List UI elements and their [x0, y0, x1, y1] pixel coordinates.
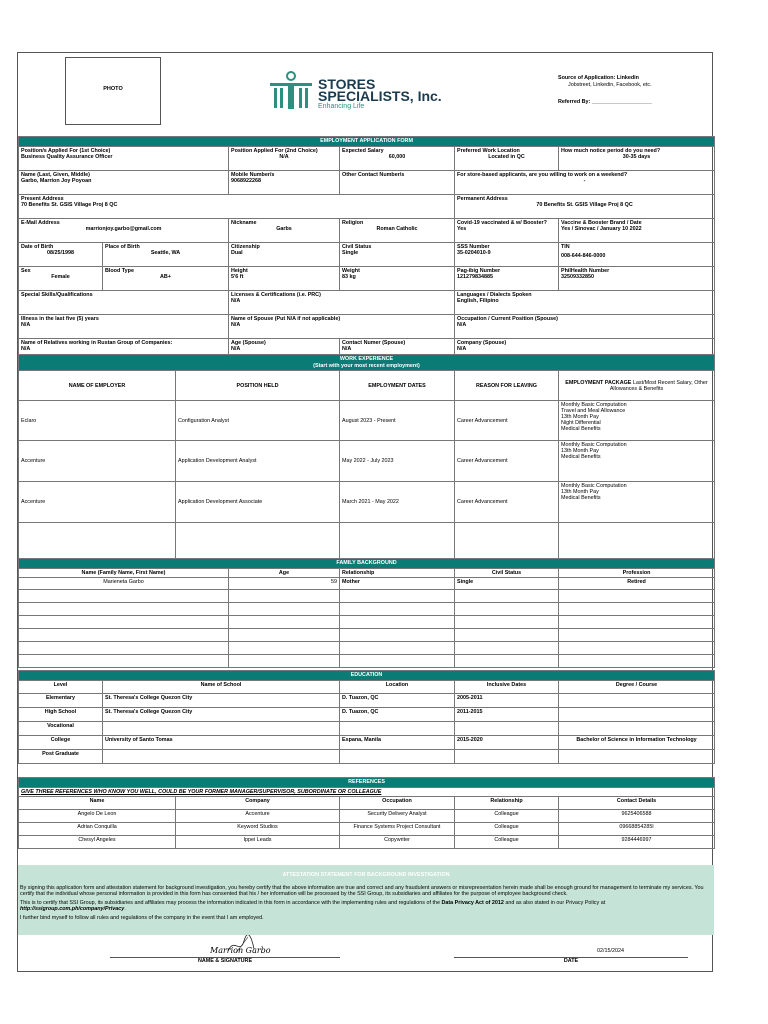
family-header-civil: Civil Status — [455, 568, 559, 577]
family-empty[interactable] — [229, 641, 340, 654]
family-empty[interactable] — [455, 602, 559, 615]
ref-name[interactable]: Chesyl Angeles — [19, 835, 176, 848]
family-empty[interactable] — [559, 589, 715, 602]
family-empty[interactable] — [19, 589, 229, 602]
reason[interactable]: Career Advancement — [455, 401, 559, 441]
education-row — [19, 749, 715, 763]
ref-contact[interactable]: 9625406588 — [559, 809, 715, 822]
edu-level: College — [19, 735, 103, 749]
family-header-profession: Profession — [559, 568, 715, 577]
dob-cell[interactable]: Date of Birth 08/25/1998 — [19, 242, 103, 266]
edu-location[interactable]: Espana, Manila — [340, 735, 455, 749]
family-empty[interactable] — [455, 641, 559, 654]
work-title: WORK EXPERIENCE (Start with your most recent employment) — [19, 355, 715, 371]
header-employer: NAME OF EMPLOYER — [19, 371, 176, 401]
name-cell[interactable]: Name (Last, Given, Middle) Garbo, Marrion Joy Poyoan — [19, 170, 229, 194]
relatives-cell[interactable]: Name of Relatives working in Rustan Group of Companies: N/A — [19, 338, 229, 362]
ref-header-contact: Contact Details — [559, 796, 715, 809]
attestation-box — [18, 865, 714, 935]
family-relationship[interactable]: Mother — [340, 577, 455, 589]
reason[interactable]: Career Advancement — [455, 441, 559, 482]
edu-location[interactable] — [340, 721, 455, 735]
vaccinated-cell[interactable]: Covid-19 vaccinated & w/ Booster? Yes — [455, 218, 559, 242]
position-1-cell[interactable]: Position/s Applied For (1st Choice) Business Quality Assurance Officer — [19, 146, 229, 170]
skills-cell[interactable]: Special Skills/Qualifications — [19, 290, 229, 314]
ref-relationship[interactable]: Colleague — [455, 809, 559, 822]
family-empty[interactable] — [340, 615, 455, 628]
family-empty[interactable] — [559, 615, 715, 628]
edu-school[interactable] — [103, 721, 340, 735]
package[interactable]: Monthly Basic Computation 13th Month Pay Medical Benefits — [559, 482, 715, 523]
family-name[interactable]: Marieneta Garbo — [19, 577, 229, 589]
edu-dates[interactable]: 2011-2015 — [455, 707, 559, 721]
family-empty[interactable] — [19, 615, 229, 628]
family-header-relationship: Relationship — [340, 568, 455, 577]
spouse-company-cell[interactable]: Company (Spouse) N/A — [455, 338, 715, 362]
citizenship-cell[interactable]: Citizenship Dual — [229, 242, 340, 266]
attestation-para-2: This is to certify that SSI Group, its subsidiaries and affiliates may process the information indicated in this form in accordance with the implementing rules and regulations of the Data Privacy Act of 2012 and as also stated in our Privacy Policy at http://ssigroup.com.ph/company/Privacy. — [20, 900, 606, 912]
family-empty[interactable] — [229, 654, 340, 667]
personal-info-table — [18, 136, 715, 363]
edu-school[interactable]: University of Santo Tomas — [103, 735, 340, 749]
pob-cell[interactable]: Place of Birth Seattle, WA — [103, 242, 229, 266]
height-cell[interactable]: Height 5'6 ft — [229, 266, 340, 290]
notice-cell[interactable]: How much notice period do you need? 30-35 days — [559, 146, 715, 170]
signature-name: Marrion Garbo — [210, 946, 271, 955]
reference-row — [19, 809, 715, 822]
ref-company[interactable]: Ippei Leads — [176, 835, 340, 848]
family-empty[interactable] — [340, 602, 455, 615]
family-empty[interactable] — [559, 654, 715, 667]
referred-by: Referred By: ____________________ — [558, 99, 652, 105]
civil-status-cell[interactable]: Civil Status Single — [340, 242, 455, 266]
nickname-cell[interactable]: Nickname Garbs — [229, 218, 340, 242]
edu-level: Vocational — [19, 721, 103, 735]
spouse-cell[interactable]: Name of Spouse (Put N/A if not applicable) N/A — [229, 314, 455, 338]
weight-cell[interactable]: Weight 83 kg — [340, 266, 455, 290]
religion-cell[interactable]: Religion Roman Catholic — [340, 218, 455, 242]
edu-header-level: Level — [19, 680, 103, 693]
present-address-cell[interactable]: Present Address 70 Benefits St. GSIS Village Proj 8 QC — [19, 194, 455, 218]
header-reason: REASON FOR LEAVING — [455, 371, 559, 401]
reference-row — [19, 822, 715, 835]
application-form — [17, 52, 713, 972]
education-row — [19, 735, 715, 749]
signature — [200, 935, 320, 957]
edu-degree[interactable] — [559, 721, 715, 735]
family-empty[interactable] — [455, 628, 559, 641]
pagibig-cell[interactable]: Pag-ibig Number 121279834885 — [455, 266, 559, 290]
blood-type-cell[interactable]: Blood Type AB+ — [103, 266, 229, 290]
family-empty[interactable] — [340, 654, 455, 667]
family-header-age: Age — [229, 568, 340, 577]
edu-school[interactable]: St. Theresa's College Quezon City — [103, 707, 340, 721]
position[interactable]: Configuration Analyst — [176, 401, 340, 441]
work-experience-table — [18, 354, 715, 564]
attestation-para-3: I further bind myself to follow all rules and regulations of the company in the event that I am employed. — [20, 915, 264, 921]
form-title: EMPLOYMENT APPLICATION FORM — [19, 137, 715, 147]
attestation-para-1: By signing this application form and attestation statement for background investigation, you hereby certify that the above information are true and correct and any fraudulent answers or misrepresentation herein made shall be enough ground for management to terminate my services. You certify that the individual whose personal information is provided in this form has consented that his / her information will be processed by the SSI Group, its subsidiaries and affiliates for the purpose of employee background check. — [20, 885, 704, 897]
family-empty[interactable] — [229, 589, 340, 602]
family-empty[interactable] — [455, 589, 559, 602]
application-source — [558, 75, 652, 106]
header-dates: EMPLOYMENT DATES — [340, 371, 455, 401]
photo-box: PHOTO — [65, 57, 161, 125]
references-instruction: GIVE THREE REFERENCES WHO KNOW YOU WELL, COULD BE YOUR FORMER MANAGER/SUPERVISOR, SUBORDINATE OR COLLEAGUE — [19, 787, 715, 796]
package[interactable]: Monthly Basic Computation 13th Month Pay Medical Benefits — [559, 441, 715, 482]
ref-company[interactable]: Accenture — [176, 809, 340, 822]
edu-level: High School — [19, 707, 103, 721]
date-label: DATE — [563, 958, 579, 964]
education-row — [19, 721, 715, 735]
stores-specialists-logo — [268, 71, 314, 111]
ref-header-occupation: Occupation — [340, 796, 455, 809]
employer[interactable]: Accenture — [19, 441, 176, 482]
family-table — [18, 558, 715, 668]
sex-cell[interactable]: Sex Female — [19, 266, 103, 290]
logo-line-2: SPECIALISTS, Inc. — [318, 88, 442, 104]
logo-line-1: STORES — [318, 76, 376, 92]
spouse-contact-cell[interactable]: Contact Numer (Spouse) N/A — [340, 338, 455, 362]
logo-tagline: Enhancing Life — [318, 103, 365, 110]
family-empty[interactable] — [559, 602, 715, 615]
family-empty[interactable] — [340, 589, 455, 602]
references-table — [18, 777, 715, 849]
date-value[interactable]: 02/15/2024 — [597, 948, 624, 954]
family-empty[interactable] — [19, 602, 229, 615]
ref-occupation[interactable]: Security Delivery Analyst — [340, 809, 455, 822]
education-row — [19, 693, 715, 707]
family-empty[interactable] — [229, 615, 340, 628]
edu-degree[interactable] — [559, 707, 715, 721]
dates[interactable]: May 2022 - July 2023 — [340, 441, 455, 482]
family-empty[interactable] — [19, 628, 229, 641]
edu-location[interactable] — [340, 749, 455, 763]
family-row — [19, 577, 715, 589]
header-position: POSITION HELD — [176, 371, 340, 401]
ref-relationship[interactable]: Colleague — [455, 835, 559, 848]
family-empty[interactable] — [19, 654, 229, 667]
edu-location[interactable]: D. Tuazon, QC — [340, 693, 455, 707]
employer[interactable]: Accenture — [19, 482, 176, 523]
position[interactable]: Application Development Analyst — [176, 441, 340, 482]
edu-dates[interactable]: 2005-2011 — [455, 693, 559, 707]
work-row — [19, 401, 715, 441]
tin-cell[interactable]: TIN 008-644-846-0000 — [559, 242, 715, 266]
sss-cell[interactable]: SSS Number 35-0204010-9 — [455, 242, 559, 266]
family-empty[interactable] — [559, 641, 715, 654]
family-empty[interactable] — [340, 628, 455, 641]
edu-header-degree: Degree / Course — [559, 680, 715, 693]
email-cell[interactable]: E-Mail Address marrionjoy.garbo@gmail.com — [19, 218, 229, 242]
ref-contact[interactable]: 09668854285l — [559, 822, 715, 835]
ref-header-name: Name — [19, 796, 176, 809]
ref-contact[interactable]: 9284446997 — [559, 835, 715, 848]
source-options: Jobstreet, Linkedin, Facebook, etc. — [568, 82, 652, 88]
family-empty[interactable] — [455, 615, 559, 628]
philhealth-cell[interactable]: PhilHealth Number 32509332850 — [559, 266, 715, 290]
ref-company[interactable]: Keyword Studios — [176, 822, 340, 835]
family-civil[interactable]: Single — [455, 577, 559, 589]
education-title: EDUCATION — [19, 671, 715, 681]
dates[interactable]: March 2021 - May 2022 — [340, 482, 455, 523]
edu-header-school: Name of School — [103, 680, 340, 693]
package[interactable]: Monthly Basic Computation Travel and Meal Allowance 13th Month Pay Night Differential Medical Benefits — [559, 401, 715, 441]
salary-cell[interactable]: Expected Salary 60,000 — [340, 146, 455, 170]
ref-occupation[interactable]: Finance Systems Project Consultant — [340, 822, 455, 835]
family-title: FAMILY BACKGROUND — [19, 559, 715, 569]
position-2-cell[interactable]: Position Applied For (2nd Choice) N/A — [229, 146, 340, 170]
work-row — [19, 441, 715, 482]
edu-dates[interactable] — [455, 721, 559, 735]
permanent-address-cell[interactable]: Permanent Address 70 Benefits St. GSIS Village Proj 8 QC — [455, 194, 715, 218]
references-title: REFERENCES — [19, 778, 715, 788]
dates[interactable]: August 2023 - Present — [340, 401, 455, 441]
ref-header-relationship: Relationship — [455, 796, 559, 809]
ref-name[interactable]: Adrian Conquilla — [19, 822, 176, 835]
languages-cell[interactable]: Languages / Dialects Spoken English, Filipino — [455, 290, 715, 314]
spouse-occupation-cell[interactable]: Occupation / Current Position (Spouse) N/A — [455, 314, 715, 338]
family-empty[interactable] — [19, 641, 229, 654]
ref-name[interactable]: Angelo De Leon — [19, 809, 176, 822]
edu-school[interactable] — [103, 749, 340, 763]
edu-degree[interactable] — [559, 749, 715, 763]
family-empty[interactable] — [229, 628, 340, 641]
weekend-cell[interactable]: For store-based applicants, are you willing to work on a weekend? - — [455, 170, 715, 194]
edu-level: Post Graduate — [19, 749, 103, 763]
employer[interactable]: Eclaro — [19, 401, 176, 441]
reason[interactable]: Career Advancement — [455, 482, 559, 523]
position[interactable]: Application Development Associate — [176, 482, 340, 523]
vaccine-cell[interactable]: Vaccine & Booster Brand / Date Yes / Sinovac / January 10 2022 — [559, 218, 715, 242]
ref-header-company: Company — [176, 796, 340, 809]
illness-cell[interactable]: Illness in the last five (5) years N/A — [19, 314, 229, 338]
edu-dates[interactable]: 2015-2020 — [455, 735, 559, 749]
ref-occupation[interactable]: Copywriter — [340, 835, 455, 848]
family-age[interactable]: 59 — [229, 577, 340, 589]
reference-row — [19, 835, 715, 848]
attestation-title: ATTESTATION STATEMENT FOR BACKGROUND INVESTIGATION — [282, 872, 450, 878]
other-contact-cell[interactable]: Other Contact Number/s — [340, 170, 455, 194]
edu-header-dates: Inclusive Dates — [455, 680, 559, 693]
name-signature-label: NAME & SIGNATURE — [197, 958, 253, 964]
edu-dates[interactable] — [455, 749, 559, 763]
work-row — [19, 482, 715, 523]
family-empty[interactable] — [559, 628, 715, 641]
header-package: EMPLOYMENT PACKAGE Last/Most Recent Salary, Other Allowances & Benefits — [559, 371, 715, 401]
ref-relationship[interactable]: Colleague — [455, 822, 559, 835]
family-empty[interactable] — [340, 641, 455, 654]
edu-school[interactable]: St. Theresa's College Quezon City — [103, 693, 340, 707]
edu-header-location: Location — [340, 680, 455, 693]
edu-degree[interactable] — [559, 693, 715, 707]
location-cell[interactable]: Preferred Work Location Located in QC — [455, 146, 559, 170]
edu-degree[interactable]: Bachelor of Science in Information Technology — [559, 735, 715, 749]
source-label: Source of Application: Linkedin — [558, 75, 639, 81]
spouse-age-cell[interactable]: Age (Spouse) N/A — [229, 338, 340, 362]
education-row — [19, 707, 715, 721]
mobile-cell[interactable]: Mobile Number/s 9068922268 — [229, 170, 340, 194]
education-table — [18, 670, 715, 764]
family-profession[interactable]: Retired — [559, 577, 715, 589]
edu-level: Elementary — [19, 693, 103, 707]
family-empty[interactable] — [229, 602, 340, 615]
family-header-name: Name (Family Name, First Name) — [19, 568, 229, 577]
licenses-cell[interactable]: Licenses & Certifications (i.e. PRC) N/A — [229, 290, 455, 314]
edu-location[interactable]: D. Tuazon, QC — [340, 707, 455, 721]
family-empty[interactable] — [455, 654, 559, 667]
